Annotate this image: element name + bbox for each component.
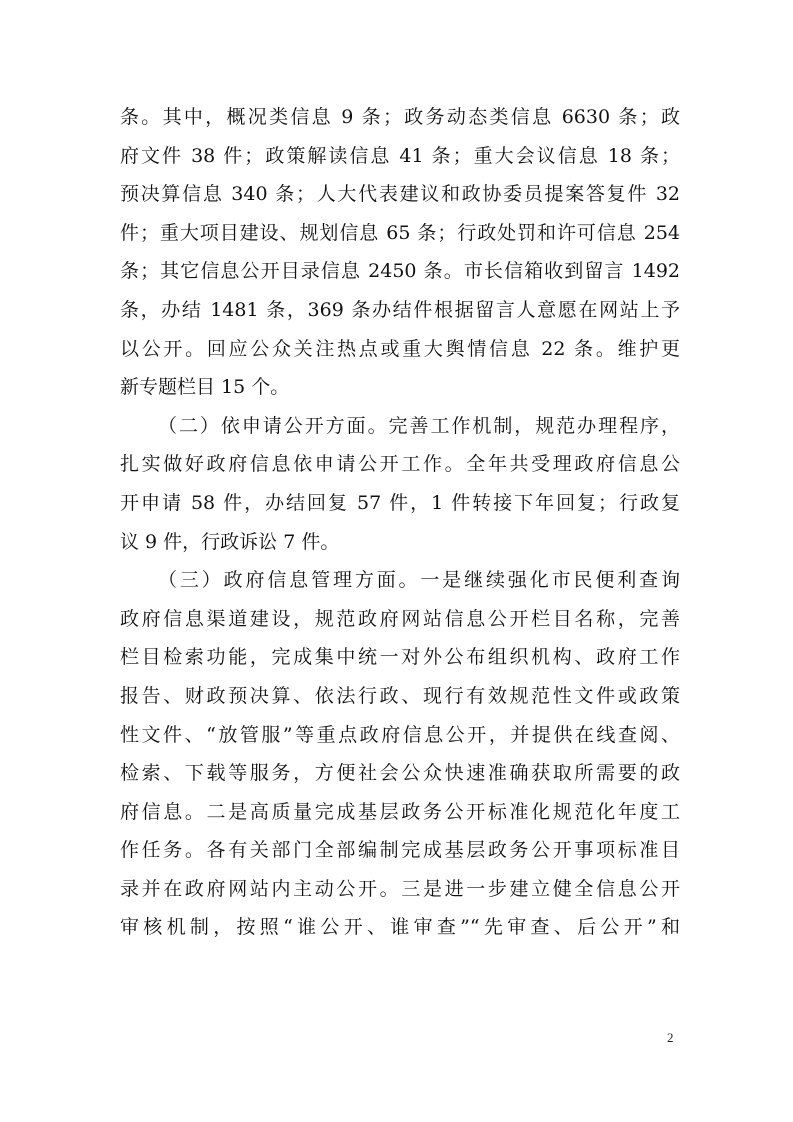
text-line: 条；其它信息公开目录信息 2450 条。市长信箱收到留言 1492 xyxy=(120,260,680,283)
text-line: 录并在政府网站内主动公开。三是进一步建立健全信息公开 xyxy=(120,877,680,900)
text-line: 预决算信息 340 条；人大代表建议和政协委员提案答复件 32 xyxy=(120,183,680,206)
text-line: 议 9 件，行政诉讼 7 件。 xyxy=(120,530,340,553)
text-line: 报告、财政预决算、依法行政、现行有效规范性文件或政策 xyxy=(120,684,680,707)
text-line: 条，办结 1481 条，369 条办结件根据留言人意愿在网站上予 xyxy=(120,298,680,321)
text-line: 性文件、“放管服”等重点政府信息公开，并提供在线查阅、 xyxy=(120,723,680,746)
text-line: 作任务。各有关部门全部编制完成基层政务公开事项标准目 xyxy=(120,839,680,862)
text-line: 开申请 58 件，办结回复 57 件，1 件转接下年回复；行政复 xyxy=(120,491,680,514)
text-line: 审核机制，按照“谁公开、谁审查”“先审查、后公开”和 xyxy=(120,916,680,939)
page-number: 2 xyxy=(667,1030,674,1045)
paragraph-application-disclosure xyxy=(120,407,680,561)
text-line: 检索、下载等服务，方便社会公众快速准确获取所需要的政 xyxy=(120,762,680,785)
paragraph-statistics xyxy=(120,98,680,407)
text-line: 政府信息渠道建设，规范政府网站信息公开栏目名称，完善 xyxy=(120,607,680,630)
text-line: 府信息。二是高质量完成基层政务公开标准化规范化年度工 xyxy=(120,800,680,823)
text-line: （二）依申请公开方面。完善工作机制，规范办理程序， xyxy=(158,414,680,437)
text-line: 府文件 38 件；政策解读信息 41 条；重大会议信息 18 条； xyxy=(120,144,680,167)
text-line: （三）政府信息管理方面。一是继续强化市民便利查询 xyxy=(158,569,680,592)
text-line: 新专题栏目 15 个。 xyxy=(120,376,290,399)
text-line: 以公开。回应公众关注热点或重大舆情信息 22 条。维护更 xyxy=(120,337,680,360)
text-line: 件；重大项目建设、规划信息 65 条；行政处罚和许可信息 254 xyxy=(120,221,680,244)
text-line: 条。其中，概况类信息 9 条；政务动态类信息 6630 条；政 xyxy=(120,106,680,128)
text-line: 栏目检索功能，完成集中统一对外公布组织机构、政府工作 xyxy=(120,646,680,669)
paragraph-information-management xyxy=(120,561,680,947)
text-line: 扎实做好政府信息依申请公开工作。全年共受理政府信息公 xyxy=(120,453,680,476)
body-text xyxy=(120,98,680,947)
